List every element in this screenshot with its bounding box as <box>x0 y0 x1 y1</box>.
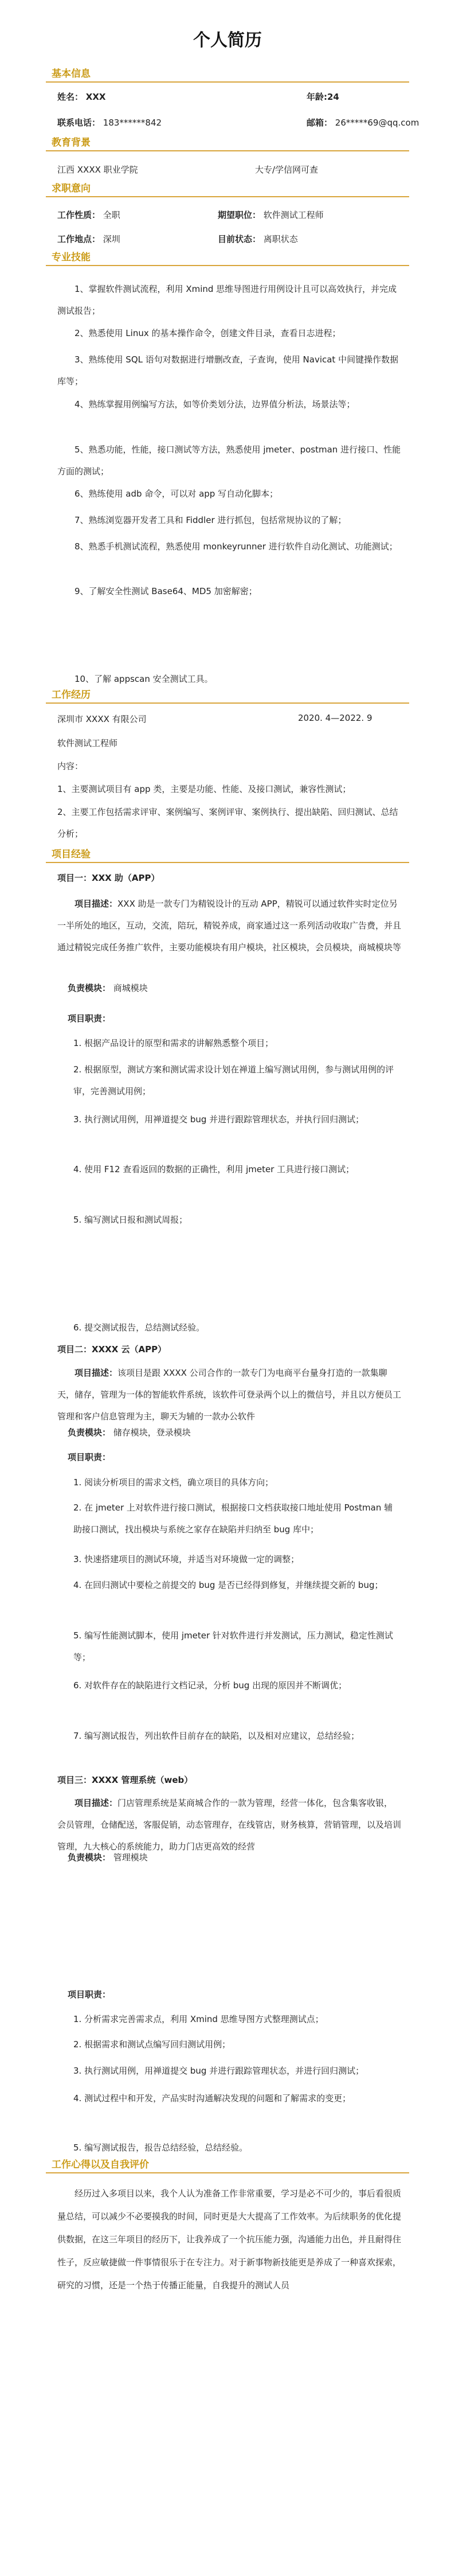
section-basic-heading: 基本信息 <box>52 68 91 80</box>
work-company: 深圳市 XXXX 有限公司 <box>57 714 147 724</box>
project-title: 项目二：XXXX 云（APP） <box>57 1344 167 1355</box>
work-item: 1、主要测试项目有 app 类，主要是功能、性能、及接口测试，兼容性测试； <box>57 784 351 794</box>
skill-item: 8、熟悉手机测试流程，熟悉使用 monkeyrunner 进行软件自动化测试、功能测试； <box>74 541 398 552</box>
duty-item: 3. 执行测试用例，用禅道提交 bug 并进行跟踪管理状态，并进行回归测试； <box>73 2066 364 2076</box>
skill-item: 6、熟练使用 adb 命令，可以对 app 写自动化脚本； <box>74 489 279 499</box>
section-intention <box>46 179 409 197</box>
project-description-label: 项目描述： <box>74 899 118 909</box>
responsibility-label: 负责模块： <box>68 1852 111 1863</box>
project-description-text: 门店管理系统是某商城合作的一款为管理，经营一体化，包含集客收银，会员管理，仓储配送，客服促销，动态管理存，在线管店，财务核算，营销管理，以及培训管理，九大核心的系统能力，助力门店更高效的经营 <box>57 1798 402 1852</box>
duty-item: 2. 根据原型，测试方案和测试需求设计划在禅道上编写测试用例，参与测试用例的评审，完善测试用例； <box>73 1064 394 1096</box>
skill-item: 10、了解 appscan 安全测试工具。 <box>74 674 213 684</box>
phone-label: 联系电话： <box>57 118 101 128</box>
duty-item: 2. 在 jmeter 上对软件进行接口测试，根据接口文档获取接口地址使用 Postman 辅助接口测试，找出模块与系统之家存在缺陷并归纳至 bug 库中； <box>73 1502 393 1535</box>
project-description <box>57 893 401 958</box>
project-duty-label: 项目职责： <box>68 1013 111 1024</box>
section-intention-heading: 求职意向 <box>52 183 91 194</box>
work-role: 软件测试工程师 <box>57 738 118 748</box>
responsibility-value: 商城模块 <box>113 983 148 993</box>
phone-row <box>57 116 162 128</box>
position-row <box>218 209 324 221</box>
duty-item: 1. 阅读分析项目的需求文档，确立项目的具体方向； <box>73 1477 274 1488</box>
duty-item: 6. 提交测试报告，总结测试经验。 <box>73 1322 205 1333</box>
name-label: 姓名： <box>57 92 84 102</box>
section-work-heading: 工作经历 <box>52 689 91 701</box>
duty-item: 2. 根据需求和测试点编写回归测试用例； <box>73 2039 231 2050</box>
location-row <box>57 233 120 245</box>
duty-item: 6. 对软件存在的缺陷进行文档记录，分析 bug 出现的原因并不断调优； <box>73 1680 347 1691</box>
work-period: 2020. 4—2022. 9 <box>298 713 372 723</box>
position-value: 软件测试工程师 <box>263 210 324 220</box>
responsibility-value: 储存模块，登录模块 <box>113 1427 191 1438</box>
skill-item: 9、了解安全性测试 Base64、MD5 加密解密； <box>74 586 257 596</box>
project-description <box>57 1792 401 1857</box>
project-responsibility <box>68 982 148 994</box>
section-basic <box>46 64 409 83</box>
work-item: 2、主要工作包括需求评审、案例编写、案例评审、案例执行、提出缺陷、回归测试、总结分析； <box>57 807 398 839</box>
age-value: 24 <box>327 92 339 102</box>
section-divider <box>46 196 409 197</box>
section-divider <box>46 702 409 704</box>
section-divider <box>46 265 409 266</box>
phone-value: 183******842 <box>103 118 162 128</box>
location-label: 工作地点： <box>57 234 101 244</box>
project-description-label: 项目描述： <box>74 1368 118 1378</box>
section-divider <box>46 81 409 83</box>
project-description-label: 项目描述： <box>74 1798 118 1808</box>
responsibility-label: 负责模块： <box>68 1427 111 1438</box>
job-type-value: 全职 <box>103 210 120 220</box>
section-work <box>46 685 409 704</box>
age-row <box>307 91 339 103</box>
duty-item: 1. 分析需求完善需求点，利用 Xmind 思维导图方式整理测试点； <box>73 2014 324 2024</box>
page-title: 个人简历 <box>193 30 262 50</box>
section-education <box>46 133 409 151</box>
section-projects <box>46 845 409 863</box>
location-value: 深圳 <box>103 234 120 244</box>
duty-item: 3. 快速搭建项目的测试环境，并适当对环境做一定的调整； <box>73 1554 300 1564</box>
project-description-text: 该项目是跟 XXXX 公司合作的一款专门为电商平台量身打造的一款集聊天，储存，管理为一体的智能软件系统，该软件可登录两个以上的微信号，并且以方便员工管理和客户信息管理为主，聊天为辅的一款办公软件 <box>57 1368 402 1422</box>
skill-item: 5、熟悉功能，性能，接口测试等方法，熟悉使用 jmeter、postman 进行接口、性能方面的测试； <box>57 444 401 477</box>
project-duty-label: 项目职责： <box>68 1452 111 1462</box>
section-divider <box>46 150 409 151</box>
name-row <box>57 91 106 103</box>
project-responsibility <box>68 1851 148 1863</box>
section-skills <box>46 248 409 266</box>
position-label: 期望职位： <box>218 210 261 220</box>
section-divider <box>46 2172 409 2173</box>
section-self-evaluation <box>46 2155 409 2173</box>
duty-item: 4. 测试过程中和开发，产品实时沟通解决发现的问题和了解需求的变更； <box>73 2093 351 2103</box>
name-value: XXX <box>85 92 106 102</box>
skill-item: 1、掌握软件测试流程，利用 Xmind 思维导图进行用例设计且可以高效执行，并完成测试报告； <box>57 284 397 316</box>
status-value: 离职状态 <box>263 234 298 244</box>
section-projects-heading: 项目经验 <box>52 849 91 860</box>
skill-item: 3、熟练使用 SQL 语句对数据进行增删改查，子查询，使用 Navicat 中间键操作数据库等； <box>57 354 399 387</box>
duty-item: 3. 执行测试用例，用禅道提交 bug 并进行跟踪管理状态，并执行回归测试； <box>73 1114 364 1125</box>
email-value: 26*****69@qq.com <box>335 118 419 128</box>
skill-item: 4、熟练掌握用例编写方法，如等价类划分法，边界值分析法，场景法等； <box>74 399 355 409</box>
project-description <box>57 1362 401 1427</box>
section-skills-heading: 专业技能 <box>52 252 91 263</box>
education-school: 江西 XXXX 职业学院 <box>57 165 138 175</box>
duty-item: 4. 使用 F12 查看返回的数据的正确性，利用 jmeter 工具进行接口测试； <box>73 1164 355 1174</box>
responsibility-value: 管理模块 <box>113 1852 148 1863</box>
status-row <box>218 233 298 245</box>
project-duty-label: 项目职责： <box>68 1989 111 2000</box>
section-education-heading: 教育背景 <box>52 137 91 149</box>
self-evaluation-text: 经历过入多项目以来，我个人认为准备工作非常重要，学习是必不可少的，事后看很质量总结，可以减少不必要摸我的时间，同时更是大大提高了工作效率。为后续职务的优化提供数据，在这三年项目的经历下，让我养成了一个抗压能力强，沟通能力出色，并且耐得住性子，反应敏捷做一件事情很乐于在专注力。对于新事物新技能更是养成了一种喜欢探索，研究的习惯，还是一个热于传播正能量，自我提升的测试人员 <box>57 2188 402 2290</box>
skill-item: 7、熟练浏览器开发者工具和 Fiddler 进行抓包，包括常规协议的了解； <box>74 515 347 525</box>
duty-item: 1. 根据产品设计的原型和需求的讲解熟悉整个项目； <box>73 1038 274 1048</box>
job-type-row <box>57 209 120 221</box>
responsibility-label: 负责模块： <box>68 983 111 993</box>
section-self-evaluation-heading: 工作心得以及自我评价 <box>52 2159 149 2171</box>
work-content-label: 内容： <box>57 761 84 771</box>
job-type-label: 工作性质： <box>57 210 101 220</box>
project-description-text: XXX 助是一款专门为精锐设计的互动 APP，精锐可以通过软件实时定位另一半所处的地区，互动，交流，陪玩，精锐养成，商家通过这一系列活动收取广告费，并且通过精锐完成任务推广软件，主要功能模块有用户模块，社区模块，会员模块，商城模块等 <box>57 899 402 953</box>
duty-item: 5. 编写性能测试脚本，使用 jmeter 针对软件进行并发测试，压力测试，稳定性测试等； <box>73 1630 393 1662</box>
duty-item: 7. 编写测试报告，列出软件目前存在的缺陷，以及相对应建议，总结经验； <box>73 1731 360 1741</box>
project-title: 项目一：XXX 助（APP） <box>57 873 160 883</box>
email-row <box>307 116 419 128</box>
duty-item: 4. 在回归测试中要检之前提交的 bug 是否已经得到修复，并继续提交新的 bug； <box>73 1580 383 1590</box>
project-responsibility <box>68 1426 191 1438</box>
skill-item: 2、熟悉使用 Linux 的基本操作命令，创建文件目录，查看日志进程； <box>74 328 341 338</box>
section-divider <box>46 862 409 863</box>
status-label: 目前状态： <box>218 234 261 244</box>
duty-item: 5. 编写测试日报和测试周报； <box>73 1215 188 1225</box>
duty-item: 5. 编写测试报告，报告总结经验，总结经验。 <box>73 2142 248 2153</box>
email-label: 邮箱： <box>307 118 333 128</box>
age-label: 年龄: <box>307 92 327 102</box>
project-title: 项目三：XXXX 管理系统（web） <box>57 1775 193 1785</box>
education-degree: 大专/学信网可查 <box>255 165 319 175</box>
